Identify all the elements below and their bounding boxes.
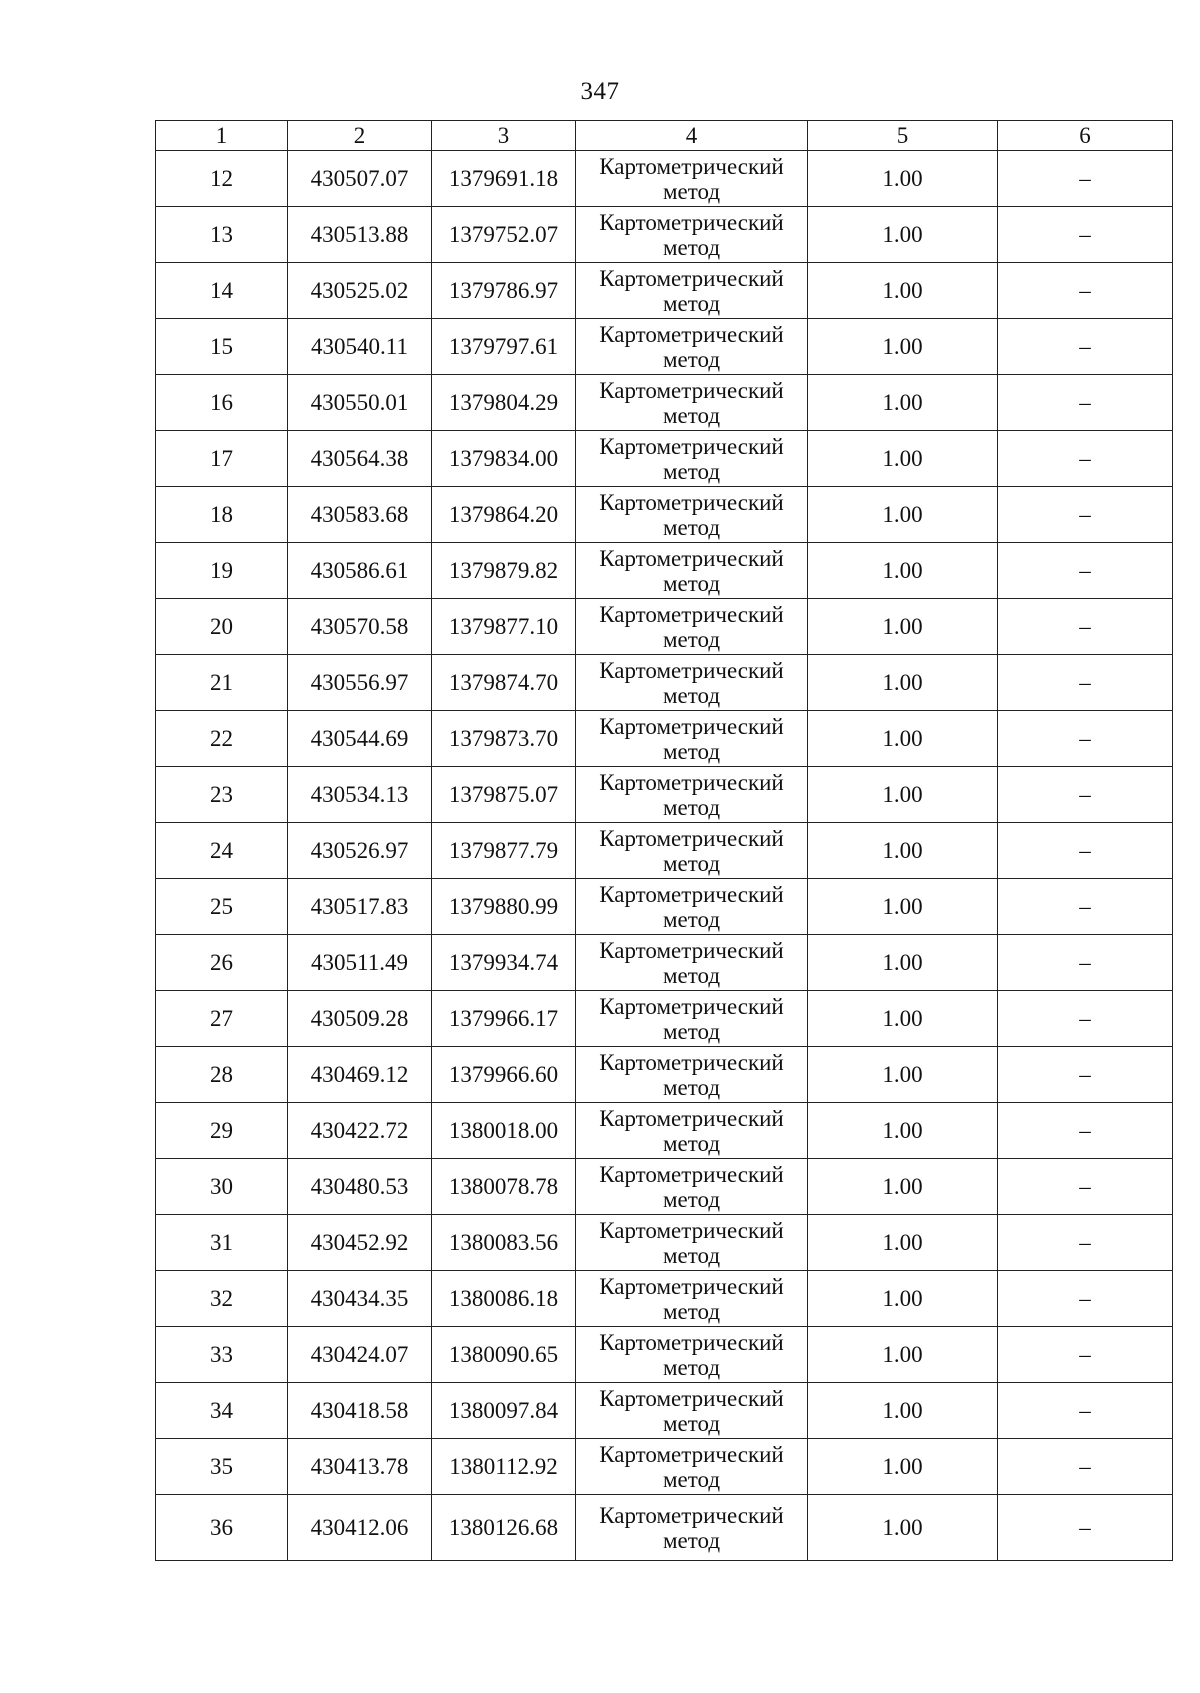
- method-line-1: Картометрический: [599, 601, 784, 627]
- accuracy-cell: 1.00: [808, 991, 998, 1047]
- y-coordinate-cell: 1379691.18: [432, 151, 576, 207]
- method-cell: [576, 543, 808, 599]
- method-cell: [576, 655, 808, 711]
- point-number-cell: 33: [156, 1327, 288, 1383]
- y-coordinate-cell: 1380086.18: [432, 1271, 576, 1327]
- y-coordinate-cell: 1380097.84: [432, 1383, 576, 1439]
- y-coordinate-cell: 1380078.78: [432, 1159, 576, 1215]
- method-line-1: Картометрический: [599, 1329, 784, 1355]
- note-cell: –: [998, 1439, 1173, 1495]
- method-line-1: Картометрический: [599, 713, 784, 739]
- point-number-cell: 25: [156, 879, 288, 935]
- y-coordinate-cell: 1380126.68: [432, 1495, 576, 1561]
- note-cell: –: [998, 263, 1173, 319]
- method-cell: [576, 375, 808, 431]
- method-line-1: Картометрический: [599, 881, 784, 907]
- note-cell: –: [998, 655, 1173, 711]
- note-cell: –: [998, 1495, 1173, 1561]
- x-coordinate-cell: 430513.88: [288, 207, 432, 263]
- method-cell: [576, 1327, 808, 1383]
- table-row: [156, 487, 1173, 543]
- x-coordinate-cell: 430418.58: [288, 1383, 432, 1439]
- accuracy-cell: 1.00: [808, 655, 998, 711]
- accuracy-cell: 1.00: [808, 1159, 998, 1215]
- method-cell: [576, 991, 808, 1047]
- note-cell: –: [998, 823, 1173, 879]
- x-coordinate-cell: 430509.28: [288, 991, 432, 1047]
- note-cell: –: [998, 1383, 1173, 1439]
- note-cell: –: [998, 375, 1173, 431]
- table-row: [156, 431, 1173, 487]
- method-line-1: Картометрический: [599, 433, 784, 459]
- y-coordinate-cell: 1380083.56: [432, 1215, 576, 1271]
- method-line-2: метод: [662, 458, 721, 484]
- accuracy-cell: 1.00: [808, 935, 998, 991]
- table-row: [156, 543, 1173, 599]
- accuracy-cell: 1.00: [808, 1271, 998, 1327]
- method-line-2: метод: [662, 178, 721, 204]
- point-number-cell: 14: [156, 263, 288, 319]
- y-coordinate-cell: 1379966.60: [432, 1047, 576, 1103]
- y-coordinate-cell: 1379934.74: [432, 935, 576, 991]
- method-cell: [576, 487, 808, 543]
- method-line-2: метод: [662, 1298, 721, 1324]
- accuracy-cell: 1.00: [808, 543, 998, 599]
- y-coordinate-cell: 1380018.00: [432, 1103, 576, 1159]
- accuracy-cell: 1.00: [808, 879, 998, 935]
- method-line-2: метод: [662, 290, 721, 316]
- table-row: [156, 1327, 1173, 1383]
- note-cell: –: [998, 767, 1173, 823]
- y-coordinate-cell: 1379879.82: [432, 543, 576, 599]
- method-cell: [576, 263, 808, 319]
- x-coordinate-cell: 430511.49: [288, 935, 432, 991]
- table-row: [156, 263, 1173, 319]
- y-coordinate-cell: 1380090.65: [432, 1327, 576, 1383]
- accuracy-cell: 1.00: [808, 599, 998, 655]
- method-cell: [576, 879, 808, 935]
- note-cell: –: [998, 1215, 1173, 1271]
- point-number-cell: 26: [156, 935, 288, 991]
- method-line-1: Картометрический: [599, 1161, 784, 1187]
- method-cell: [576, 1439, 808, 1495]
- column-header: 2: [288, 121, 432, 151]
- accuracy-cell: 1.00: [808, 711, 998, 767]
- point-number-cell: 28: [156, 1047, 288, 1103]
- table-row: [156, 599, 1173, 655]
- note-cell: –: [998, 487, 1173, 543]
- table-row: [156, 1215, 1173, 1271]
- y-coordinate-cell: 1379786.97: [432, 263, 576, 319]
- note-cell: –: [998, 207, 1173, 263]
- accuracy-cell: 1.00: [808, 487, 998, 543]
- note-cell: –: [998, 1103, 1173, 1159]
- method-cell: [576, 1383, 808, 1439]
- method-line-1: Картометрический: [599, 545, 784, 571]
- method-line-2: метод: [662, 1466, 721, 1492]
- table-row: [156, 655, 1173, 711]
- y-coordinate-cell: 1379797.61: [432, 319, 576, 375]
- point-number-cell: 29: [156, 1103, 288, 1159]
- x-coordinate-cell: 430434.35: [288, 1271, 432, 1327]
- accuracy-cell: 1.00: [808, 319, 998, 375]
- x-coordinate-cell: 430564.38: [288, 431, 432, 487]
- note-cell: –: [998, 1159, 1173, 1215]
- x-coordinate-cell: 430534.13: [288, 767, 432, 823]
- note-cell: –: [998, 711, 1173, 767]
- accuracy-cell: 1.00: [808, 1383, 998, 1439]
- point-number-cell: 18: [156, 487, 288, 543]
- method-cell: [576, 935, 808, 991]
- method-line-1: Картометрический: [599, 1441, 784, 1467]
- method-cell: [576, 1159, 808, 1215]
- method-line-2: метод: [662, 402, 721, 428]
- method-line-1: Картометрический: [599, 1217, 784, 1243]
- method-line-2: метод: [662, 850, 721, 876]
- point-number-cell: 35: [156, 1439, 288, 1495]
- y-coordinate-cell: 1380112.92: [432, 1439, 576, 1495]
- method-line-2: метод: [662, 1242, 721, 1268]
- note-cell: –: [998, 1047, 1173, 1103]
- x-coordinate-cell: 430412.06: [288, 1495, 432, 1561]
- x-coordinate-cell: 430550.01: [288, 375, 432, 431]
- method-line-1: Картометрический: [599, 209, 784, 235]
- column-header: 1: [156, 121, 288, 151]
- method-line-2: метод: [662, 1186, 721, 1212]
- table-row: [156, 879, 1173, 935]
- method-line-1: Картометрический: [599, 1105, 784, 1131]
- method-line-1: Картометрический: [599, 1385, 784, 1411]
- method-cell: [576, 823, 808, 879]
- method-line-2: метод: [662, 794, 721, 820]
- method-line-2: метод: [662, 346, 721, 372]
- point-number-cell: 12: [156, 151, 288, 207]
- x-coordinate-cell: 430507.07: [288, 151, 432, 207]
- method-line-1: Картометрический: [599, 825, 784, 851]
- point-number-cell: 30: [156, 1159, 288, 1215]
- note-cell: –: [998, 599, 1173, 655]
- point-number-cell: 19: [156, 543, 288, 599]
- method-cell: [576, 151, 808, 207]
- accuracy-cell: 1.00: [808, 207, 998, 263]
- method-line-2: метод: [662, 1130, 721, 1156]
- x-coordinate-cell: 430540.11: [288, 319, 432, 375]
- point-number-cell: 22: [156, 711, 288, 767]
- method-cell: [576, 1103, 808, 1159]
- table-row: [156, 1047, 1173, 1103]
- point-number-cell: 27: [156, 991, 288, 1047]
- method-line-2: метод: [662, 514, 721, 540]
- y-coordinate-cell: 1379804.29: [432, 375, 576, 431]
- y-coordinate-cell: 1379877.10: [432, 599, 576, 655]
- table-row: [156, 823, 1173, 879]
- table-row: [156, 1495, 1173, 1561]
- table-row: [156, 151, 1173, 207]
- method-line-1: Картометрический: [599, 265, 784, 291]
- method-line-2: метод: [662, 234, 721, 260]
- point-number-cell: 36: [156, 1495, 288, 1561]
- method-cell: [576, 207, 808, 263]
- point-number-cell: 20: [156, 599, 288, 655]
- accuracy-cell: 1.00: [808, 263, 998, 319]
- method-line-1: Картометрический: [599, 1502, 784, 1528]
- point-number-cell: 21: [156, 655, 288, 711]
- y-coordinate-cell: 1379864.20: [432, 487, 576, 543]
- column-header: 4: [576, 121, 808, 151]
- method-line-1: Картометрический: [599, 937, 784, 963]
- x-coordinate-cell: 430469.12: [288, 1047, 432, 1103]
- x-coordinate-cell: 430480.53: [288, 1159, 432, 1215]
- x-coordinate-cell: 430570.58: [288, 599, 432, 655]
- method-line-2: метод: [662, 962, 721, 988]
- method-line-1: Картометрический: [599, 321, 784, 347]
- table-header-row: [156, 121, 1173, 151]
- table-row: [156, 767, 1173, 823]
- y-coordinate-cell: 1379877.79: [432, 823, 576, 879]
- accuracy-cell: 1.00: [808, 151, 998, 207]
- method-line-1: Картометрический: [599, 1273, 784, 1299]
- x-coordinate-cell: 430525.02: [288, 263, 432, 319]
- method-line-2: метод: [662, 906, 721, 932]
- accuracy-cell: 1.00: [808, 1215, 998, 1271]
- x-coordinate-cell: 430544.69: [288, 711, 432, 767]
- table-row: [156, 1383, 1173, 1439]
- y-coordinate-cell: 1379834.00: [432, 431, 576, 487]
- x-coordinate-cell: 430517.83: [288, 879, 432, 935]
- accuracy-cell: 1.00: [808, 1047, 998, 1103]
- note-cell: –: [998, 543, 1173, 599]
- table-row: [156, 319, 1173, 375]
- column-header: 5: [808, 121, 998, 151]
- page-number: 347: [580, 78, 620, 105]
- point-number-cell: 13: [156, 207, 288, 263]
- y-coordinate-cell: 1379873.70: [432, 711, 576, 767]
- accuracy-cell: 1.00: [808, 1495, 998, 1561]
- x-coordinate-cell: 430556.97: [288, 655, 432, 711]
- y-coordinate-cell: 1379874.70: [432, 655, 576, 711]
- table-row: [156, 1439, 1173, 1495]
- method-line-2: метод: [662, 1527, 721, 1553]
- point-number-cell: 15: [156, 319, 288, 375]
- method-cell: [576, 1215, 808, 1271]
- method-line-2: метод: [662, 626, 721, 652]
- method-cell: [576, 1495, 808, 1561]
- accuracy-cell: 1.00: [808, 1103, 998, 1159]
- note-cell: –: [998, 991, 1173, 1047]
- accuracy-cell: 1.00: [808, 1439, 998, 1495]
- method-cell: [576, 599, 808, 655]
- x-coordinate-cell: 430413.78: [288, 1439, 432, 1495]
- point-number-cell: 23: [156, 767, 288, 823]
- method-line-1: Картометрический: [599, 1049, 784, 1075]
- accuracy-cell: 1.00: [808, 767, 998, 823]
- x-coordinate-cell: 430583.68: [288, 487, 432, 543]
- x-coordinate-cell: 430422.72: [288, 1103, 432, 1159]
- method-line-2: метод: [662, 570, 721, 596]
- note-cell: –: [998, 879, 1173, 935]
- method-line-2: метод: [662, 1354, 721, 1380]
- method-line-1: Картометрический: [599, 153, 784, 179]
- coordinates-table: [155, 120, 1173, 1561]
- column-header: 6: [998, 121, 1173, 151]
- point-number-cell: 17: [156, 431, 288, 487]
- note-cell: –: [998, 1327, 1173, 1383]
- y-coordinate-cell: 1379752.07: [432, 207, 576, 263]
- table-row: [156, 711, 1173, 767]
- method-line-1: Картометрический: [599, 377, 784, 403]
- note-cell: –: [998, 431, 1173, 487]
- accuracy-cell: 1.00: [808, 823, 998, 879]
- method-line-1: Картометрический: [599, 769, 784, 795]
- method-cell: [576, 1271, 808, 1327]
- x-coordinate-cell: 430586.61: [288, 543, 432, 599]
- note-cell: –: [998, 935, 1173, 991]
- point-number-cell: 16: [156, 375, 288, 431]
- note-cell: –: [998, 1271, 1173, 1327]
- method-cell: [576, 1047, 808, 1103]
- table-row: [156, 375, 1173, 431]
- method-line-2: метод: [662, 738, 721, 764]
- method-line-2: метод: [662, 1410, 721, 1436]
- y-coordinate-cell: 1379880.99: [432, 879, 576, 935]
- table-row: [156, 1159, 1173, 1215]
- x-coordinate-cell: 430526.97: [288, 823, 432, 879]
- method-cell: [576, 767, 808, 823]
- table-row: [156, 1271, 1173, 1327]
- method-line-1: Картометрический: [599, 489, 784, 515]
- x-coordinate-cell: 430424.07: [288, 1327, 432, 1383]
- y-coordinate-cell: 1379875.07: [432, 767, 576, 823]
- note-cell: –: [998, 151, 1173, 207]
- method-line-2: метод: [662, 1074, 721, 1100]
- method-line-2: метод: [662, 1018, 721, 1044]
- accuracy-cell: 1.00: [808, 1327, 998, 1383]
- table-row: [156, 1103, 1173, 1159]
- x-coordinate-cell: 430452.92: [288, 1215, 432, 1271]
- point-number-cell: 32: [156, 1271, 288, 1327]
- point-number-cell: 31: [156, 1215, 288, 1271]
- method-line-1: Картометрический: [599, 657, 784, 683]
- point-number-cell: 24: [156, 823, 288, 879]
- accuracy-cell: 1.00: [808, 375, 998, 431]
- method-line-1: Картометрический: [599, 993, 784, 1019]
- table-row: [156, 935, 1173, 991]
- method-cell: [576, 319, 808, 375]
- method-cell: [576, 711, 808, 767]
- y-coordinate-cell: 1379966.17: [432, 991, 576, 1047]
- table-row: [156, 207, 1173, 263]
- note-cell: –: [998, 319, 1173, 375]
- point-number-cell: 34: [156, 1383, 288, 1439]
- method-cell: [576, 431, 808, 487]
- table-row: [156, 991, 1173, 1047]
- method-line-2: метод: [662, 682, 721, 708]
- accuracy-cell: 1.00: [808, 431, 998, 487]
- column-header: 3: [432, 121, 576, 151]
